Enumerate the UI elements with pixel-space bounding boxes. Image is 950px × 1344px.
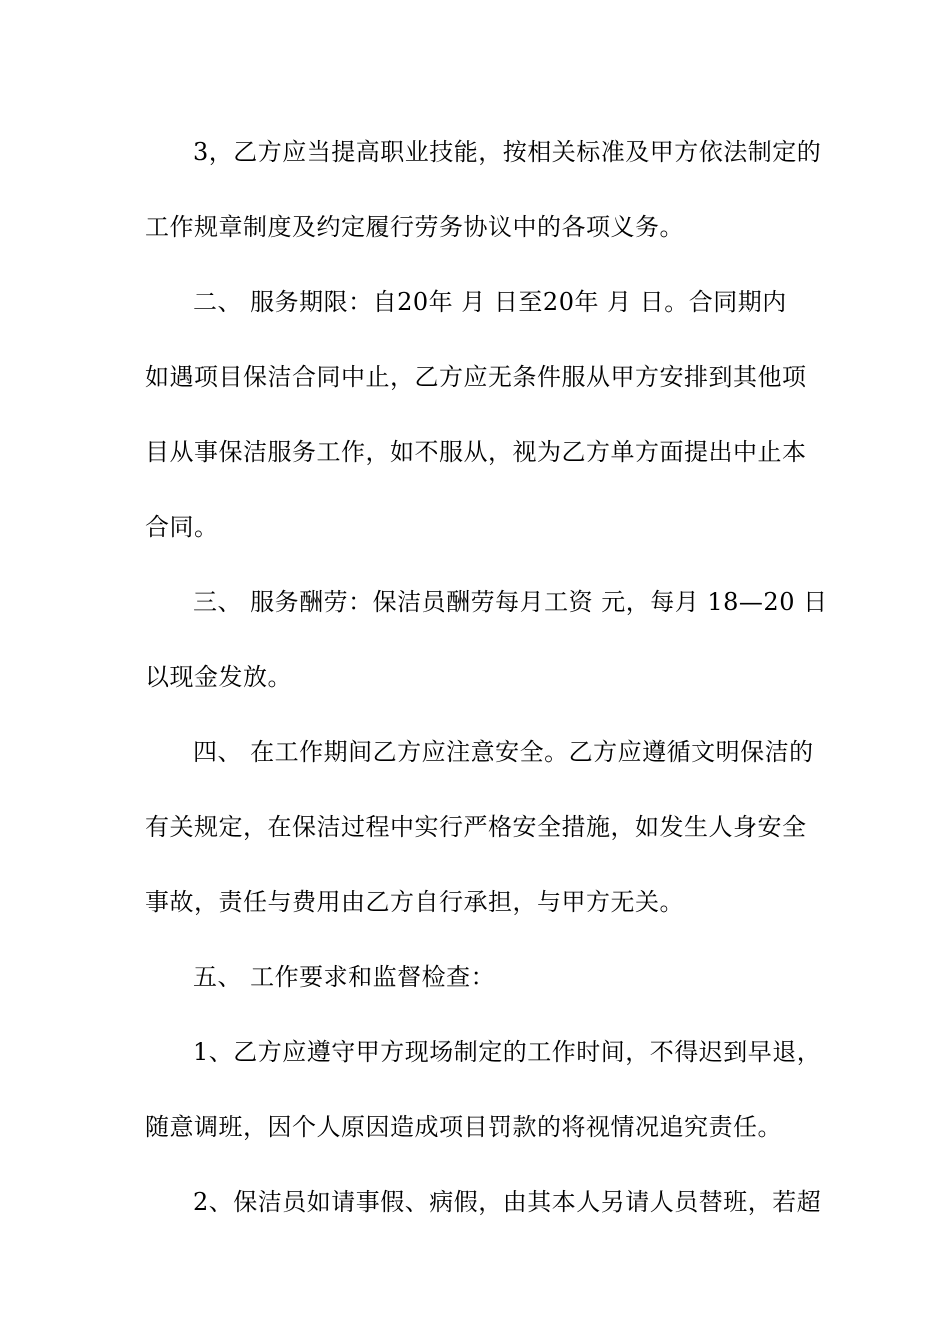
paragraph-line: 三、 服务酬劳：保洁员酬劳每月工资 元，每月 18—20 日 xyxy=(193,588,828,616)
paragraph-line: 以现金发放。 xyxy=(145,663,292,691)
paragraph-line: 事故，责任与费用由乙方自行承担，与甲方无关。 xyxy=(145,888,684,916)
paragraph-line: 合同。 xyxy=(145,513,219,541)
paragraph-line: 四、 在工作期间乙方应注意安全。乙方应遵循文明保洁的 xyxy=(193,738,814,766)
section-heading: 五、 工作要求和监督检查： xyxy=(193,963,496,991)
paragraph-line: 二、 服务期限：自20年 月 日至20年 月 日。合同期内 xyxy=(193,288,787,316)
paragraph-line: 2、保洁员如请事假、病假，由其本人另请人员替班，若超 xyxy=(193,1188,822,1216)
paragraph-line: 有关规定，在保洁过程中实行严格安全措施，如发生人身安全 xyxy=(145,813,807,841)
paragraph-line: 3，乙方应当提高职业技能，按相关标准及甲方依法制定的 xyxy=(193,138,822,166)
paragraph-line: 如遇项目保洁合同中止，乙方应无条件服从甲方安排到其他项 xyxy=(145,363,807,391)
paragraph-line: 目从事保洁服务工作，如不服从，视为乙方单方面提出中止本 xyxy=(145,438,807,466)
paragraph-line: 1、乙方应遵守甲方现场制定的工作时间，不得迟到早退， xyxy=(193,1038,822,1066)
paragraph-line: 随意调班，因个人原因造成项目罚款的将视情况追究责任。 xyxy=(145,1113,782,1141)
paragraph-line: 工作规章制度及约定履行劳务协议中的各项义务。 xyxy=(145,213,684,241)
